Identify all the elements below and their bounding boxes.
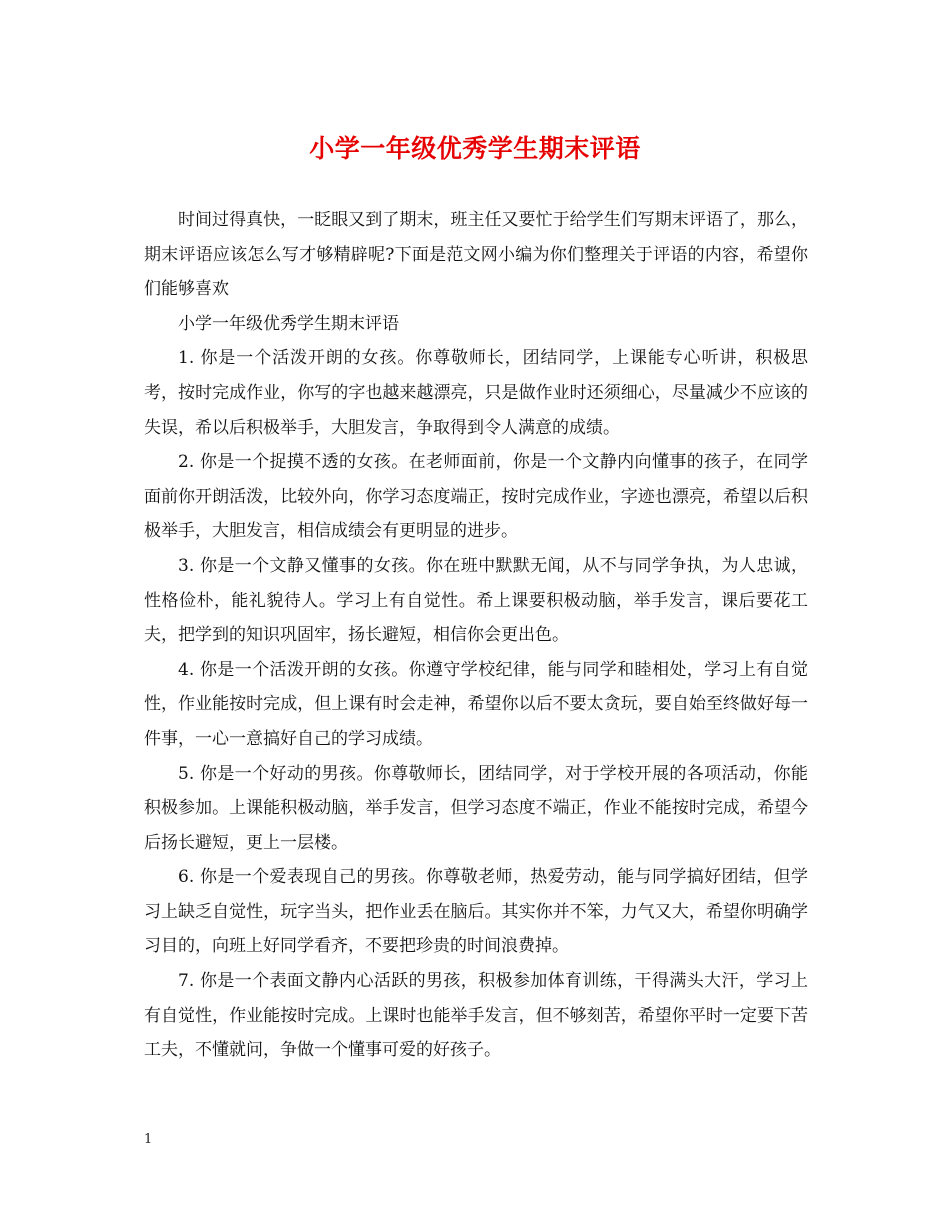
comment-paragraph-3: 3. 你是一个文静又懂事的女孩。你在班中默默无闻，从不与同学争执，为人忠诚，性格俭朴，能礼貌待人。学习上有自觉性。希上课要积极动脑，举手发言，课后要花工夫，把学到的知识巩固牢，扬长避短，相信你会更出色。 [144,555,808,646]
document-body [144,203,808,1068]
comment-paragraph-6: 6. 你是一个爱表现自己的男孩。你尊敬老师，热爱劳动，能与同学搞好团结，但学习上缺乏自觉性，玩字当头，把作业丢在脑后。其实你并不笨，力气又大，希望你明确学习目的，向班上好同学看齐，不要把珍贵的时间浪费掉。 [144,867,808,957]
comment-paragraph-7: 7. 你是一个表面文静内心活跃的男孩，积极参加体育训练，干得满头大汗，学习上有自觉性，作业能按时完成。上课时也能举手发言，但不够刻苦，希望你平时一定要下苦工夫，不懂就问，争做一个懂事可爱的好孩子。 [144,971,808,1061]
comment-paragraph-5: 5. 你是一个好动的男孩。你尊敬师长，团结同学，对于学校开展的各项活动，你能积极参加。上课能积极动脑，举手发言，但学习态度不端正，作业不能按时完成，希望今后扬长避短，更上一层楼。 [144,763,808,853]
page-number: 1 [144,1132,153,1147]
comment-paragraph-2: 2. 你是一个捉摸不透的女孩。在老师面前，你是一个文静内向懂事的孩子，在同学面前你开朗活泼，比较外向，你学习态度端正，按时完成作业，字迹也漂亮，希望以后积极举手，大胆发言，相信成绩会有更明显的进步。 [144,452,808,542]
comment-paragraph-4: 4. 你是一个活泼开朗的女孩。你遵守学校纪律，能与同学和睦相处，学习上有自觉性，作业能按时完成，但上课有时会走神，希望你以后不要太贪玩，要自始至终做好每一件事，一心一意搞好自己的学习成绩。 [144,659,808,749]
document-title: 小学一年级优秀学生期末评语 [309,134,641,163]
intro-paragraph: 时间过得真快，一眨眼又到了期末，班主任又要忙于给学生们写期末评语了，那么，期末评语应该怎么写才够精辟呢?下面是范文网小编为你们整理关于评语的内容，希望你们能够喜欢 [144,210,808,300]
comment-paragraph-1: 1. 你是一个活泼开朗的女孩。你尊敬师长，团结同学，上课能专心听讲，积极思考，按时完成作业，你写的字也越来越漂亮，只是做作业时还须细心，尽量减少不应该的失误，希以后积极举手，大胆发言，争取得到令人满意的成绩。 [144,348,808,438]
section-heading: 小学一年级优秀学生期末评语 [178,313,399,334]
